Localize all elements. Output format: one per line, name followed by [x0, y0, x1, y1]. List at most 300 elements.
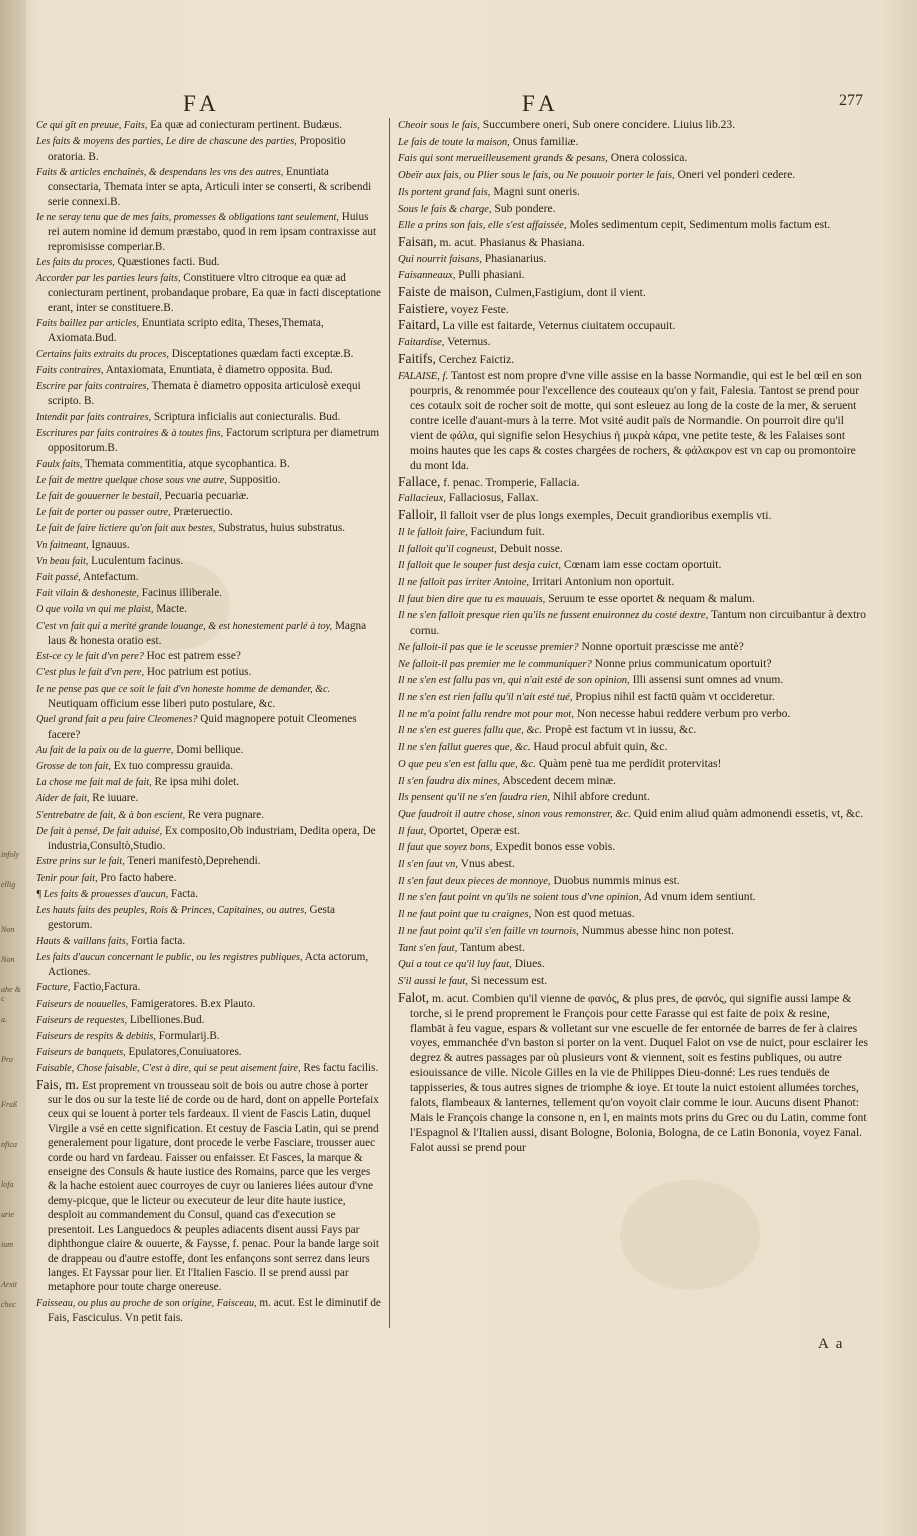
paper-stain	[620, 1180, 760, 1290]
dictionary-entry	[36, 824, 381, 854]
dictionary-entry	[36, 1045, 381, 1060]
french-headword: Obeïr aux fais, ou Plier sous le fais, ou Ne pouuoir porter le fais,	[398, 170, 675, 182]
dictionary-entry	[36, 586, 381, 601]
dictionary-entry	[36, 682, 381, 712]
latin-gloss: Antefactum.	[82, 570, 139, 583]
latin-gloss: Si necessum est.	[470, 973, 548, 987]
french-headword: FALAISE, f.	[398, 370, 449, 382]
dictionary-entry	[36, 473, 381, 488]
latin-gloss: Huius rei autem nomine id demum præstabo, quod in rem ipsam contraxisse aut repromisisse comperiar.B.	[48, 210, 377, 253]
latin-gloss: Fortia facta.	[131, 934, 186, 947]
latin-gloss: Epulatores,Conuiuatores.	[128, 1046, 242, 1059]
french-headword: S'entrebatre de fait, & à bon escient,	[36, 809, 186, 821]
latin-gloss: Facta.	[171, 887, 199, 900]
latin-gloss: Factio,Factura.	[73, 981, 141, 994]
french-headword: Fais, m.	[36, 1076, 80, 1092]
french-headword: Le fait de faire lictiere qu'on fait aux bestes,	[36, 523, 216, 535]
latin-gloss: Nonne oportuit præscisse me antè?	[581, 639, 744, 653]
dictionary-entry	[36, 316, 381, 346]
french-headword: Il ne s'en est gueres fallu que, &c.	[398, 725, 542, 737]
latin-gloss: Res factu facilis.	[303, 1062, 379, 1075]
french-headword: Escrire par faits contraires,	[36, 381, 150, 393]
latin-gloss: Pecuaria pecuariæ.	[164, 489, 249, 502]
dictionary-entry	[398, 774, 868, 790]
dictionary-entry	[36, 759, 381, 774]
gutter-fragment: chec	[1, 1300, 16, 1309]
dictionary-entry	[36, 134, 381, 164]
french-headword: Faisan,	[398, 233, 437, 249]
french-headword: Au fait de la paix ou de la guerre,	[36, 744, 174, 756]
dictionary-entry	[36, 1078, 381, 1295]
latin-gloss: Macte.	[156, 603, 187, 616]
dictionary-entry	[398, 640, 868, 656]
dictionary-entry	[398, 302, 868, 318]
french-headword: Ils pensent qu'il ne s'en faudra rien,	[398, 792, 550, 804]
dictionary-entry	[398, 252, 868, 268]
dictionary-entry	[398, 558, 868, 574]
latin-gloss: Abscedent decem minæ.	[502, 773, 616, 787]
right-column	[398, 118, 868, 1156]
french-headword: Les faits du proces,	[36, 256, 115, 268]
latin-gloss: Hoc est patrem esse?	[146, 650, 241, 663]
latin-gloss: Tantum non circuibantur à dextro cornu.	[410, 608, 866, 638]
latin-gloss: Famigeratores. B.ex Plauto.	[130, 997, 256, 1010]
latin-gloss: Faciundum fuit.	[470, 524, 545, 538]
dictionary-entry	[36, 363, 381, 378]
french-headword: Grosse de ton fait,	[36, 760, 111, 772]
french-headword: De fait à pensé, De fait aduisé,	[36, 825, 163, 837]
french-headword: Faiseurs de banquets,	[36, 1047, 126, 1059]
dictionary-entry	[398, 525, 868, 541]
latin-gloss: Duobus nummis minus est.	[553, 873, 680, 887]
french-headword: Ils portent grand fais,	[398, 186, 491, 198]
french-headword: Faistiere,	[398, 300, 448, 316]
dictionary-entry	[36, 997, 381, 1012]
french-headword: Il ne s'en est rien fallu qu'il n'ait esté tué,	[398, 692, 573, 704]
latin-gloss: Oneri vel ponderi cedere.	[677, 168, 796, 182]
latin-gloss: Neutiquam officium esse liberi puto postulare, &c.	[48, 697, 276, 710]
latin-gloss: Enuntiata scripto edita, Theses,Themata, Axiomata.Bud.	[48, 317, 324, 345]
french-headword: Fais qui sont merueilleusement grands & pesans,	[398, 153, 608, 165]
french-headword: Faitifs,	[398, 350, 436, 366]
latin-gloss: Hoc patrium est potius.	[146, 666, 252, 679]
gutter-fragment: Fraß	[1, 1100, 17, 1109]
french-headword: Il le falloit faire,	[398, 526, 468, 538]
latin-gloss: Ignauus.	[91, 538, 130, 551]
french-headword: Il faut bien dire que tu es mauuais,	[398, 593, 546, 605]
latin-gloss: Non est quod metuas.	[534, 907, 635, 921]
french-headword: Faisable, Chose faisable, C'est à dire, qui se peut aisement faire,	[36, 1063, 301, 1075]
french-headword: Faiseurs de respits & debitis,	[36, 1031, 156, 1043]
latin-gloss: Disceptationes quædam facti exceptæ.B.	[171, 347, 354, 360]
dictionary-entry	[398, 118, 868, 134]
dictionary-entry	[398, 151, 868, 167]
gutter-fragment: Pro	[1, 1055, 13, 1064]
french-headword: Fallacieux,	[398, 493, 446, 505]
latin-gloss: f. penac. Tromperie, Fallacia.	[443, 475, 580, 489]
latin-gloss: Domi bellique.	[176, 743, 244, 756]
latin-gloss: Facinus illiberale.	[141, 587, 222, 600]
latin-gloss: Pro facto habere.	[100, 871, 177, 884]
french-headword: Faisseau, ou plus au proche de son origine, Faisceau,	[36, 1297, 257, 1309]
latin-gloss: Seruum te esse oportet & nequam & malum.	[548, 591, 755, 605]
french-headword: C'est plus le fait d'vn pere,	[36, 667, 145, 679]
french-headword: Vn faitneant,	[36, 539, 89, 551]
french-headword: Il ne falloit pas irriter Antoine,	[398, 576, 530, 588]
french-headword: Faiseurs de requestes,	[36, 1014, 128, 1026]
dictionary-entry	[36, 887, 381, 902]
french-headword: Intendit par faits contraires,	[36, 411, 152, 423]
dictionary-entry	[36, 271, 381, 315]
gutter-fragment: infoly	[1, 850, 20, 859]
latin-gloss: Scriptura inficialis aut coniecturalis. Bud.	[153, 410, 341, 423]
french-headword: Il falloit que le souper fust desja cuict,	[398, 560, 562, 572]
french-headword: O que peu s'en est fallu que, &c.	[398, 758, 536, 770]
dictionary-entry	[36, 775, 381, 790]
french-headword: Qui nourrit faisans,	[398, 253, 482, 265]
french-headword: Le fait de porter ou passer outre,	[36, 507, 171, 519]
dictionary-entry	[36, 457, 381, 472]
french-headword: Il falloit qu'il cogneust,	[398, 543, 497, 555]
latin-gloss: Onera colossica.	[610, 151, 688, 165]
french-headword: Faiste de maison,	[398, 284, 493, 300]
dictionary-entry	[398, 757, 868, 773]
gutter-fragment: a.	[1, 1015, 7, 1024]
signature-mark: A a	[818, 1336, 845, 1352]
dictionary-entry	[36, 743, 381, 758]
dictionary-entry	[36, 347, 381, 362]
french-headword: Il ne s'en faut point vn qu'ils ne soient tous d'vne opinion,	[398, 892, 642, 904]
french-headword: Il ne s'en falloit presque rien qu'ils ne fussent enuironnez du costé dextre,	[398, 610, 709, 622]
latin-gloss: Irritari Antonium non oportuit.	[531, 574, 675, 588]
latin-gloss: Non necesse habui reddere verbum pro verbo.	[576, 706, 791, 720]
dictionary-entry	[36, 854, 381, 869]
french-headword: Le fait de mettre quelque chose sous vne autre,	[36, 474, 227, 486]
french-headword: Accorder par les parties leurs faits,	[36, 273, 181, 285]
dictionary-entry	[36, 426, 381, 456]
dictionary-entry	[398, 673, 868, 689]
french-headword: Faits & articles enchaînés, & despendans les vns des autres,	[36, 166, 284, 178]
gutter-fragment: urie	[1, 1210, 14, 1219]
dictionary-entry	[398, 592, 868, 608]
left-column	[36, 118, 381, 1326]
dictionary-entry	[398, 824, 868, 840]
running-head-left: FA	[183, 91, 221, 116]
dictionary-entry	[398, 807, 868, 823]
dictionary-entry	[398, 723, 868, 739]
latin-gloss: Cœnam iam esse coctam oportuit.	[563, 558, 722, 572]
dictionary-entry	[398, 218, 868, 234]
latin-gloss: m. acut. Phasianus & Phasiana.	[439, 235, 585, 249]
french-headword: Il s'en faut vn,	[398, 859, 458, 871]
french-headword: Il s'en faut deux pieces de monnoye,	[398, 875, 551, 887]
dictionary-entry	[36, 118, 381, 133]
french-headword: Il ne s'en est fallu pas vn, qui n'ait esté de son opinion,	[398, 675, 630, 687]
french-headword: Fallace,	[398, 473, 441, 489]
french-headword: Faits baillez par articles,	[36, 318, 140, 330]
latin-gloss: Cerchez Faictiz.	[438, 352, 515, 366]
french-headword: Que faudroit il autre chose, sinon vous remonstrer, &c.	[398, 808, 631, 820]
french-headword: Il ne faut point qu'il s'en faille vn tournois,	[398, 925, 579, 937]
latin-gloss: Quæstiones facti. Bud.	[117, 255, 220, 268]
dictionary-entry	[398, 285, 868, 301]
latin-gloss: Fallaciosus, Fallax.	[448, 491, 539, 505]
dictionary-entry	[398, 491, 868, 507]
latin-gloss: Moles sedimentum cepit, Sedimentum molis factum est.	[569, 218, 831, 232]
dictionary-entry	[36, 665, 381, 680]
latin-gloss: Quid enim aliud quàm admonendi essetis, vt, &c.	[633, 806, 864, 820]
french-headword: Faulx faits,	[36, 458, 83, 470]
gutter-fragment: ahe & c	[1, 985, 21, 1003]
dictionary-entry	[398, 924, 868, 940]
dictionary-entry	[398, 185, 868, 201]
dictionary-entry	[398, 318, 868, 334]
latin-gloss: Veternus.	[447, 335, 491, 349]
dictionary-entry	[36, 538, 381, 553]
latin-gloss: Il falloit vser de plus longs exemples, Decuit grandioribus exemplis vti.	[439, 509, 772, 523]
page-number: 277	[839, 92, 863, 109]
french-headword: Ne falloit-il pas premier me le communiquer?	[398, 658, 592, 670]
latin-gloss: Ex composito,Ob industriam, Dedita opera, De industria,Consultò,Studio.	[48, 824, 376, 853]
latin-gloss: Propositio oratoria. B.	[48, 135, 346, 163]
dictionary-entry	[36, 712, 381, 742]
dictionary-entry	[398, 335, 868, 351]
column-rule	[389, 118, 390, 1328]
french-headword: Les faits d'aucun concernant le public, ou les registres publiques,	[36, 951, 303, 963]
dictionary-entry	[398, 542, 868, 558]
latin-gloss: Quàm penè tua me perdidit protervitas!	[538, 756, 722, 770]
dictionary-entry	[36, 521, 381, 536]
dictionary-entry	[398, 168, 868, 184]
dictionary-entry	[36, 210, 381, 254]
latin-gloss: Debuit nosse.	[499, 541, 563, 555]
latin-gloss: Acta actorum, Actiones.	[48, 950, 369, 979]
french-headword: Faisanneaux,	[398, 270, 456, 282]
latin-gloss: Quid magnopere potuit Cleomenes facere?	[48, 713, 357, 741]
dictionary-entry	[36, 255, 381, 270]
latin-gloss: Suppositio.	[229, 473, 281, 486]
french-headword: Quel grand fait a peu faire Cleomenes?	[36, 714, 198, 726]
latin-gloss: Propius nihil est factū quàm vt occideretur.	[575, 690, 775, 704]
dictionary-entry	[36, 980, 381, 995]
french-headword: Ie ne seray tenu que de mes faits, promesses & obligations tant seulement,	[36, 211, 339, 223]
latin-gloss: Oportet, Operæ est.	[429, 823, 520, 837]
dictionary-entry	[36, 489, 381, 504]
dictionary-entry	[36, 505, 381, 520]
french-headword: Il ne m'a point fallu rendre mot pour mot,	[398, 708, 574, 720]
dictionary-entry	[398, 790, 868, 806]
french-headword: Vn beau fait,	[36, 555, 89, 567]
latin-gloss: Antaxiomata, Enuntiata, è diametro opposita. Bud.	[105, 363, 333, 376]
gutter-fragment: Arxit	[1, 1280, 17, 1289]
dictionary-entry	[398, 857, 868, 873]
gutter-fragment: ellig	[1, 880, 16, 889]
dictionary-entry	[398, 690, 868, 706]
latin-gloss: Culmen,Fastigium, dont il vient.	[495, 286, 646, 300]
french-headword: Est-ce cy le fait d'vn pere?	[36, 651, 144, 663]
dictionary-entry	[398, 740, 868, 756]
latin-gloss: Magna laus & honesta oratio est.	[48, 619, 367, 647]
french-headword: Sous le fais & charge,	[398, 203, 492, 215]
french-headword: Estre prins sur le fait,	[36, 856, 125, 868]
latin-gloss: voyez Feste.	[450, 302, 509, 316]
dictionary-entry	[36, 570, 381, 585]
dictionary-entry	[36, 649, 381, 664]
french-headword: O que voila vn qui me plaist,	[36, 604, 154, 616]
dictionary-entry	[36, 619, 381, 649]
french-headword: Ne falloit-il pas que ie le sceusse premier?	[398, 641, 579, 653]
running-head-right: FA	[522, 91, 560, 116]
dictionary-entry	[398, 874, 868, 890]
french-headword: Fait passé,	[36, 571, 81, 583]
latin-gloss: Gesta gestorum.	[48, 904, 335, 932]
latin-gloss: Themata commentitia, atque sycophantica. B.	[85, 457, 290, 470]
dictionary-entry	[36, 871, 381, 886]
french-headword: Falloir,	[398, 507, 437, 523]
latin-gloss: Vnus abest.	[460, 857, 515, 871]
latin-gloss: Re iuuare.	[92, 792, 139, 805]
french-headword: Fait vilain & deshoneste,	[36, 588, 139, 600]
latin-gloss: Re vera pugnare.	[187, 808, 265, 821]
dictionary-entry	[398, 235, 868, 251]
latin-gloss: Magni sunt oneris.	[493, 184, 580, 198]
latin-gloss: Haud procul abfuit quin, &c.	[533, 740, 668, 754]
french-headword: Il faut,	[398, 825, 427, 837]
dictionary-entry	[36, 808, 381, 823]
latin-gloss: m. acut. Est le diminutif de Fais, Fasciculus. Vn petit fais.	[48, 1296, 381, 1324]
dictionary-entry	[398, 840, 868, 856]
dictionary-entry	[398, 907, 868, 923]
french-headword: Tant s'en faut,	[398, 942, 458, 954]
dictionary-entry	[398, 352, 868, 368]
french-headword: Tenir pour fait,	[36, 872, 98, 884]
french-headword: Certains faits extraits du proces,	[36, 348, 169, 360]
french-headword: Ce qui gît en preuue, Faits,	[36, 120, 148, 131]
gutter-fragment: lofa	[1, 1180, 14, 1189]
dictionary-entry	[398, 202, 868, 218]
latin-gloss: La ville est faitarde, Veternus ciuitatem occupauit.	[442, 319, 676, 333]
dictionary-entry	[398, 657, 868, 673]
latin-gloss: Luculentum facinus.	[91, 554, 184, 567]
latin-gloss: Libelliones.Bud.	[129, 1013, 205, 1026]
dictionary-entry	[398, 608, 868, 639]
latin-gloss: Tantum abest.	[459, 940, 525, 954]
french-headword: Ie ne pense pas que ce soit le fait d'vn honeste homme de demander, &c.	[36, 683, 331, 695]
latin-gloss: Teneri manifestò,Deprehendi.	[127, 855, 261, 868]
french-headword: Le fait de gouuerner le bestail,	[36, 490, 162, 502]
latin-gloss: m. acut. Combien qu'il vienne de φανός, & plus pres, de φανός, qui signifie aussi lampe & torche, si le prend proprement le François pour cette Farasse qui est faite de poix & resine, flambāt à feu vague, espars & volletant sur vne escuelle de fer entornée de barres de fer à claires voyes, emmanchée d'vn baston si porter on la vent. Duquel Falot on vse de nuict, pour esclairer les degrez & autres passages par où plusieurs vont & viennent, soit es festins publiques, ou autre esiouissance de ville. Nicole Gilles en la vie de Philippes Dieu-donné: Les rues tenduës de tappisseries, & tous autres signes de triomphe & ioye. Et toute la nuict estoient allumées torches, falots, flambeaux & lanternes, tellement qu'on voyoit clair comme le iour. Aucuns disent Phanot: Mais le François change la consone n, en l, en maints mots prins du Grec ou du Latin, comme font l'Espagnol & l'Italien aussi, disant Bologne, Bolonia, Bologna, de ce Latin Bononia, voyez Fanal. Falot aussi se prend pour	[410, 991, 868, 1154]
latin-gloss: Phasianarius.	[484, 251, 547, 265]
latin-gloss: Tantost est nom propre d'vne ville assise en la basse Normandie, qui est le bel œil en son pourpris, & renommée pour l'excellence des couteaux qu'on y fait, Falesia. Tantost se prend pour ces cotaulx soit de rocher soit de motte, qui sont esleuez au long de la coste de la mer, & seruent contre icelle d'auant-murs à la terre. Mot vsité audit païs de Normandie. On pourroit dire qu'il vient de φάλα, qui signifie selon Hesychius ἡ μικρὰ κάρα, vne petite teste, & les Falaises sont moins hautes que les caps & costes chargées de rochers, & φάλακρον est vn cap ou promontoire du mont Ida.	[410, 368, 862, 472]
latin-gloss: Formularij.B.	[158, 1030, 220, 1043]
gutter-fragment: nfica	[1, 1140, 17, 1149]
dictionary-entry	[36, 1013, 381, 1028]
gutter-fragment: ium	[1, 1240, 13, 1249]
dictionary-entry	[36, 1061, 381, 1076]
latin-gloss: Succumbere oneri, Sub onere concidere. Liuius lib.23.	[482, 118, 736, 131]
latin-gloss: Factorum scriptura per diametrum oppositorum.B.	[48, 426, 380, 455]
french-headword: Cheoir sous le fais,	[398, 120, 480, 131]
dictionary-entry	[36, 791, 381, 806]
french-headword: C'est vn fait qui a merité grande louange, & est honestement parlé à toy,	[36, 620, 333, 632]
dictionary-entry	[398, 369, 868, 474]
dictionary-entry	[36, 379, 381, 409]
dictionary-entry	[36, 554, 381, 569]
latin-gloss: Nonne prius communicatum oportuit?	[594, 656, 772, 670]
latin-gloss: Nihil abfore credunt.	[552, 790, 650, 804]
dictionary-entry	[36, 602, 381, 617]
dictionary-entry	[398, 957, 868, 973]
french-headword: Les hauts faits des peuples, Rois & Princes, Capitaines, ou autres,	[36, 905, 307, 916]
french-headword: Falot,	[398, 989, 430, 1005]
latin-gloss: Est proprement vn trousseau soit de bois ou autre chose à porter sur le dos ou sur la teste lié de corde ou de hard, dont on appelle Portefaix ceux qui se louent à porter tels fardeaux. Il vient de Fascis Latin, duquel Virgile a vsé en cette signification. Et cestuy de Fascia Latin, qui se prend generalement pour ligature, dont procede le verbe Fasciare, trousser auec corde ou hard vn fardeau. Faisser ou enfaisser. Et Fasces, la marque & enseigne des Consuls & haute iustice des Romains, parce que les verges & la hache estoient auec courroyes de cuyr ou lanieres liées autour d'vne demy-picque, que le licteur ou executeur de leur dite haute iustice, desploit au commandement du Consul, quand cas d'execution se presentoit. Les Languedocs & peuples adiacents disent aussi Fays par diphthongue claire & ouuerte, & Faysse, f. penac. Pour la bande large soit de drappeau ou d'autre estoffe, dont les enfançons sont serrez dans leurs langes. Et Fayssar pour lier. Et l'Italien Fascio. Il se prend aussi par metaphore pour toute charge onereuse.	[48, 1079, 379, 1294]
french-headword: Faits contraires,	[36, 364, 104, 376]
dictionary-entry	[398, 575, 868, 591]
latin-gloss: Enuntiata consectaria, Themata inter se apta, Articuli inter se conserti, & scribendi serie connexi.B.	[48, 165, 372, 208]
dictionary-entry	[398, 707, 868, 723]
dictionary-entry	[398, 941, 868, 957]
dictionary-entry	[398, 890, 868, 906]
french-headword: Aider de fait,	[36, 793, 90, 805]
latin-gloss: Onus familiæ.	[512, 134, 579, 148]
dictionary-entry	[36, 410, 381, 425]
french-headword: S'il aussi le faut,	[398, 975, 468, 987]
dictionary-entry	[398, 508, 868, 524]
dictionary-entry	[398, 974, 868, 990]
latin-gloss: Expedit bonos esse vobis.	[495, 840, 616, 854]
french-headword: Faitard,	[398, 317, 440, 333]
dictionary-entry	[398, 475, 868, 491]
latin-gloss: Nummus abesse hinc non potest.	[581, 923, 735, 937]
dictionary-entry	[398, 268, 868, 284]
french-headword: Le fais de toute la maison,	[398, 136, 510, 148]
french-headword: Elle a prins son fais, elle s'est affaissée,	[398, 220, 567, 232]
latin-gloss: Re ipsa mihi dolet.	[154, 776, 240, 789]
latin-gloss: Diues.	[514, 957, 545, 971]
french-headword: ¶ Les faits & prouesses d'aucun,	[36, 888, 169, 900]
latin-gloss: Ex tuo compressu grauida.	[113, 759, 234, 772]
gutter-strip	[0, 0, 26, 1536]
french-headword: Hauts & vaillans faits,	[36, 935, 129, 947]
french-headword: Il s'en faudra dix mines,	[398, 775, 501, 787]
latin-gloss: Ad vnum idem sentiunt.	[643, 890, 756, 904]
latin-gloss: Themata è diametro opposita articulosè exequi scripto. B.	[48, 380, 361, 408]
latin-gloss: Ea quæ ad coniecturam pertinent. Budæus.	[150, 119, 342, 131]
latin-gloss: Constituere vltro citroque ea quæ ad coniecturam pertinent, probandaque probare, Ea quæ in facti disceptatione erant, inter se constituere.B.	[48, 272, 382, 314]
latin-gloss: Illi assensi sunt omnes ad vnum.	[632, 673, 784, 687]
latin-gloss: Sub pondere.	[494, 201, 556, 215]
dictionary-entry	[36, 1029, 381, 1044]
dictionary-entry	[36, 934, 381, 949]
french-headword: Faitardise,	[398, 337, 445, 349]
latin-gloss: Propè est factum vt in iussu, &c.	[544, 723, 697, 737]
french-headword: Facture,	[36, 982, 71, 994]
dictionary-entry	[36, 165, 381, 209]
dictionary-entry	[398, 991, 868, 1156]
french-headword: Faiseurs de nouuelles,	[36, 998, 128, 1010]
dictionary-entry	[36, 950, 381, 980]
french-headword: Il ne s'en fallut gueres que, &c.	[398, 742, 531, 754]
french-headword: Les faits & moyens des parties, Le dire de chascune des parties,	[36, 136, 297, 148]
dictionary-entry	[398, 135, 868, 151]
latin-gloss: Substratus, huius substratus.	[218, 522, 345, 535]
french-headword: La chose me fait mal de fait,	[36, 777, 152, 789]
french-headword: Qui a tout ce qu'il luy faut,	[398, 959, 512, 971]
gutter-fragment: Non	[1, 925, 15, 934]
latin-gloss: Pulli phasiani.	[458, 268, 525, 282]
french-headword: Il ne faut point que tu craignes,	[398, 909, 532, 921]
dictionary-entry	[36, 1296, 381, 1326]
